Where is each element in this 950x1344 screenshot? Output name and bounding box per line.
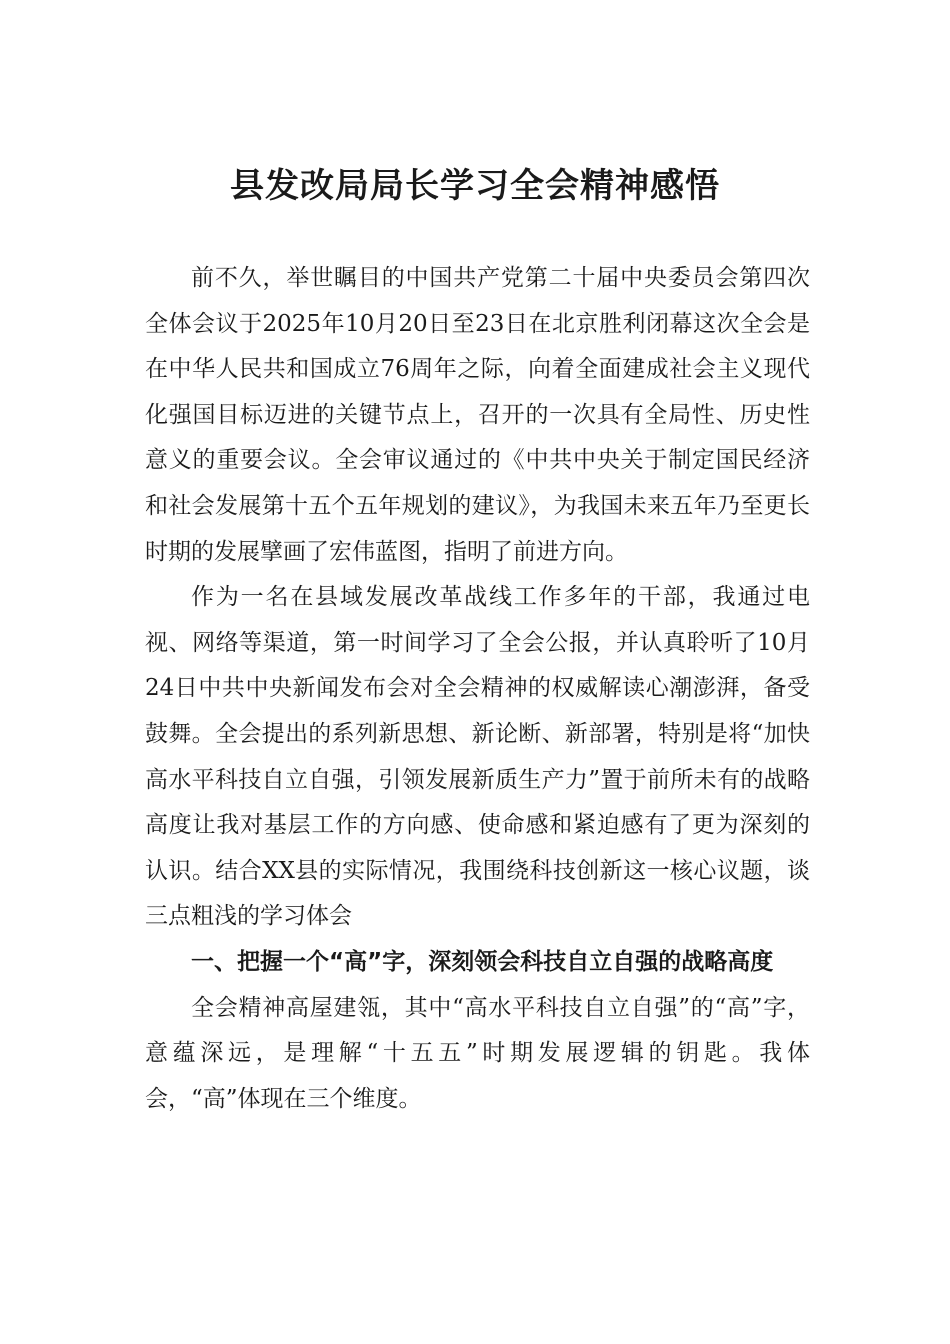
document-body xyxy=(145,256,810,1122)
paragraph-section-one: 全会精神高屋建瓴，其中“高水平科技自立自强”的“高”字，意蕴深远，是理解“十五五”时期发展逻辑的钥匙。我体会，“高”体现在三个维度。 xyxy=(145,994,810,1112)
paragraph-intro: 前不久，举世瞩目的中国共产党第二十届中央委员会第四次全体会议于2025年10月20日至23日在北京胜利闭幕这次全会是在中华人民共和国成立76周年之际，向着全面建成社会主义现代化强国目标迈进的关键节点上，召开的一次具有全局性、历史性意义的重要会议。全会审议通过的《中共中央关于制定国民经济和社会发展第十五个五年规划的建议》，为我国未来五年乃至更长时期的发展擘画了宏伟蓝图，指明了前进方向。 xyxy=(145,265,810,565)
section-heading: 一、把握一个“高”字，深刻领会科技自立自强的战略高度 xyxy=(191,948,774,975)
paragraph-reflection: 作为一名在县域发展改革战线工作多年的干部，我通过电视、网络等渠道，第一时间学习了全会公报，并认真聆听了10月24日中共中央新闻发布会对全会精神的权威解读心潮澎湃，备受鼓舞。全会提出的系列新思想、新论断、新部署，特别是将“加快高水平科技自立自强，引领发展新质生产力”置于前所未有的战略高度让我对基层工作的方向感、使命感和紧迫感有了更为深刻的认识。结合XX县的实际情况，我围绕科技创新这一核心议题，谈三点粗浅的学习体会 xyxy=(145,584,810,930)
document-title: 县发改局局长学习全会精神感悟 xyxy=(230,166,720,206)
